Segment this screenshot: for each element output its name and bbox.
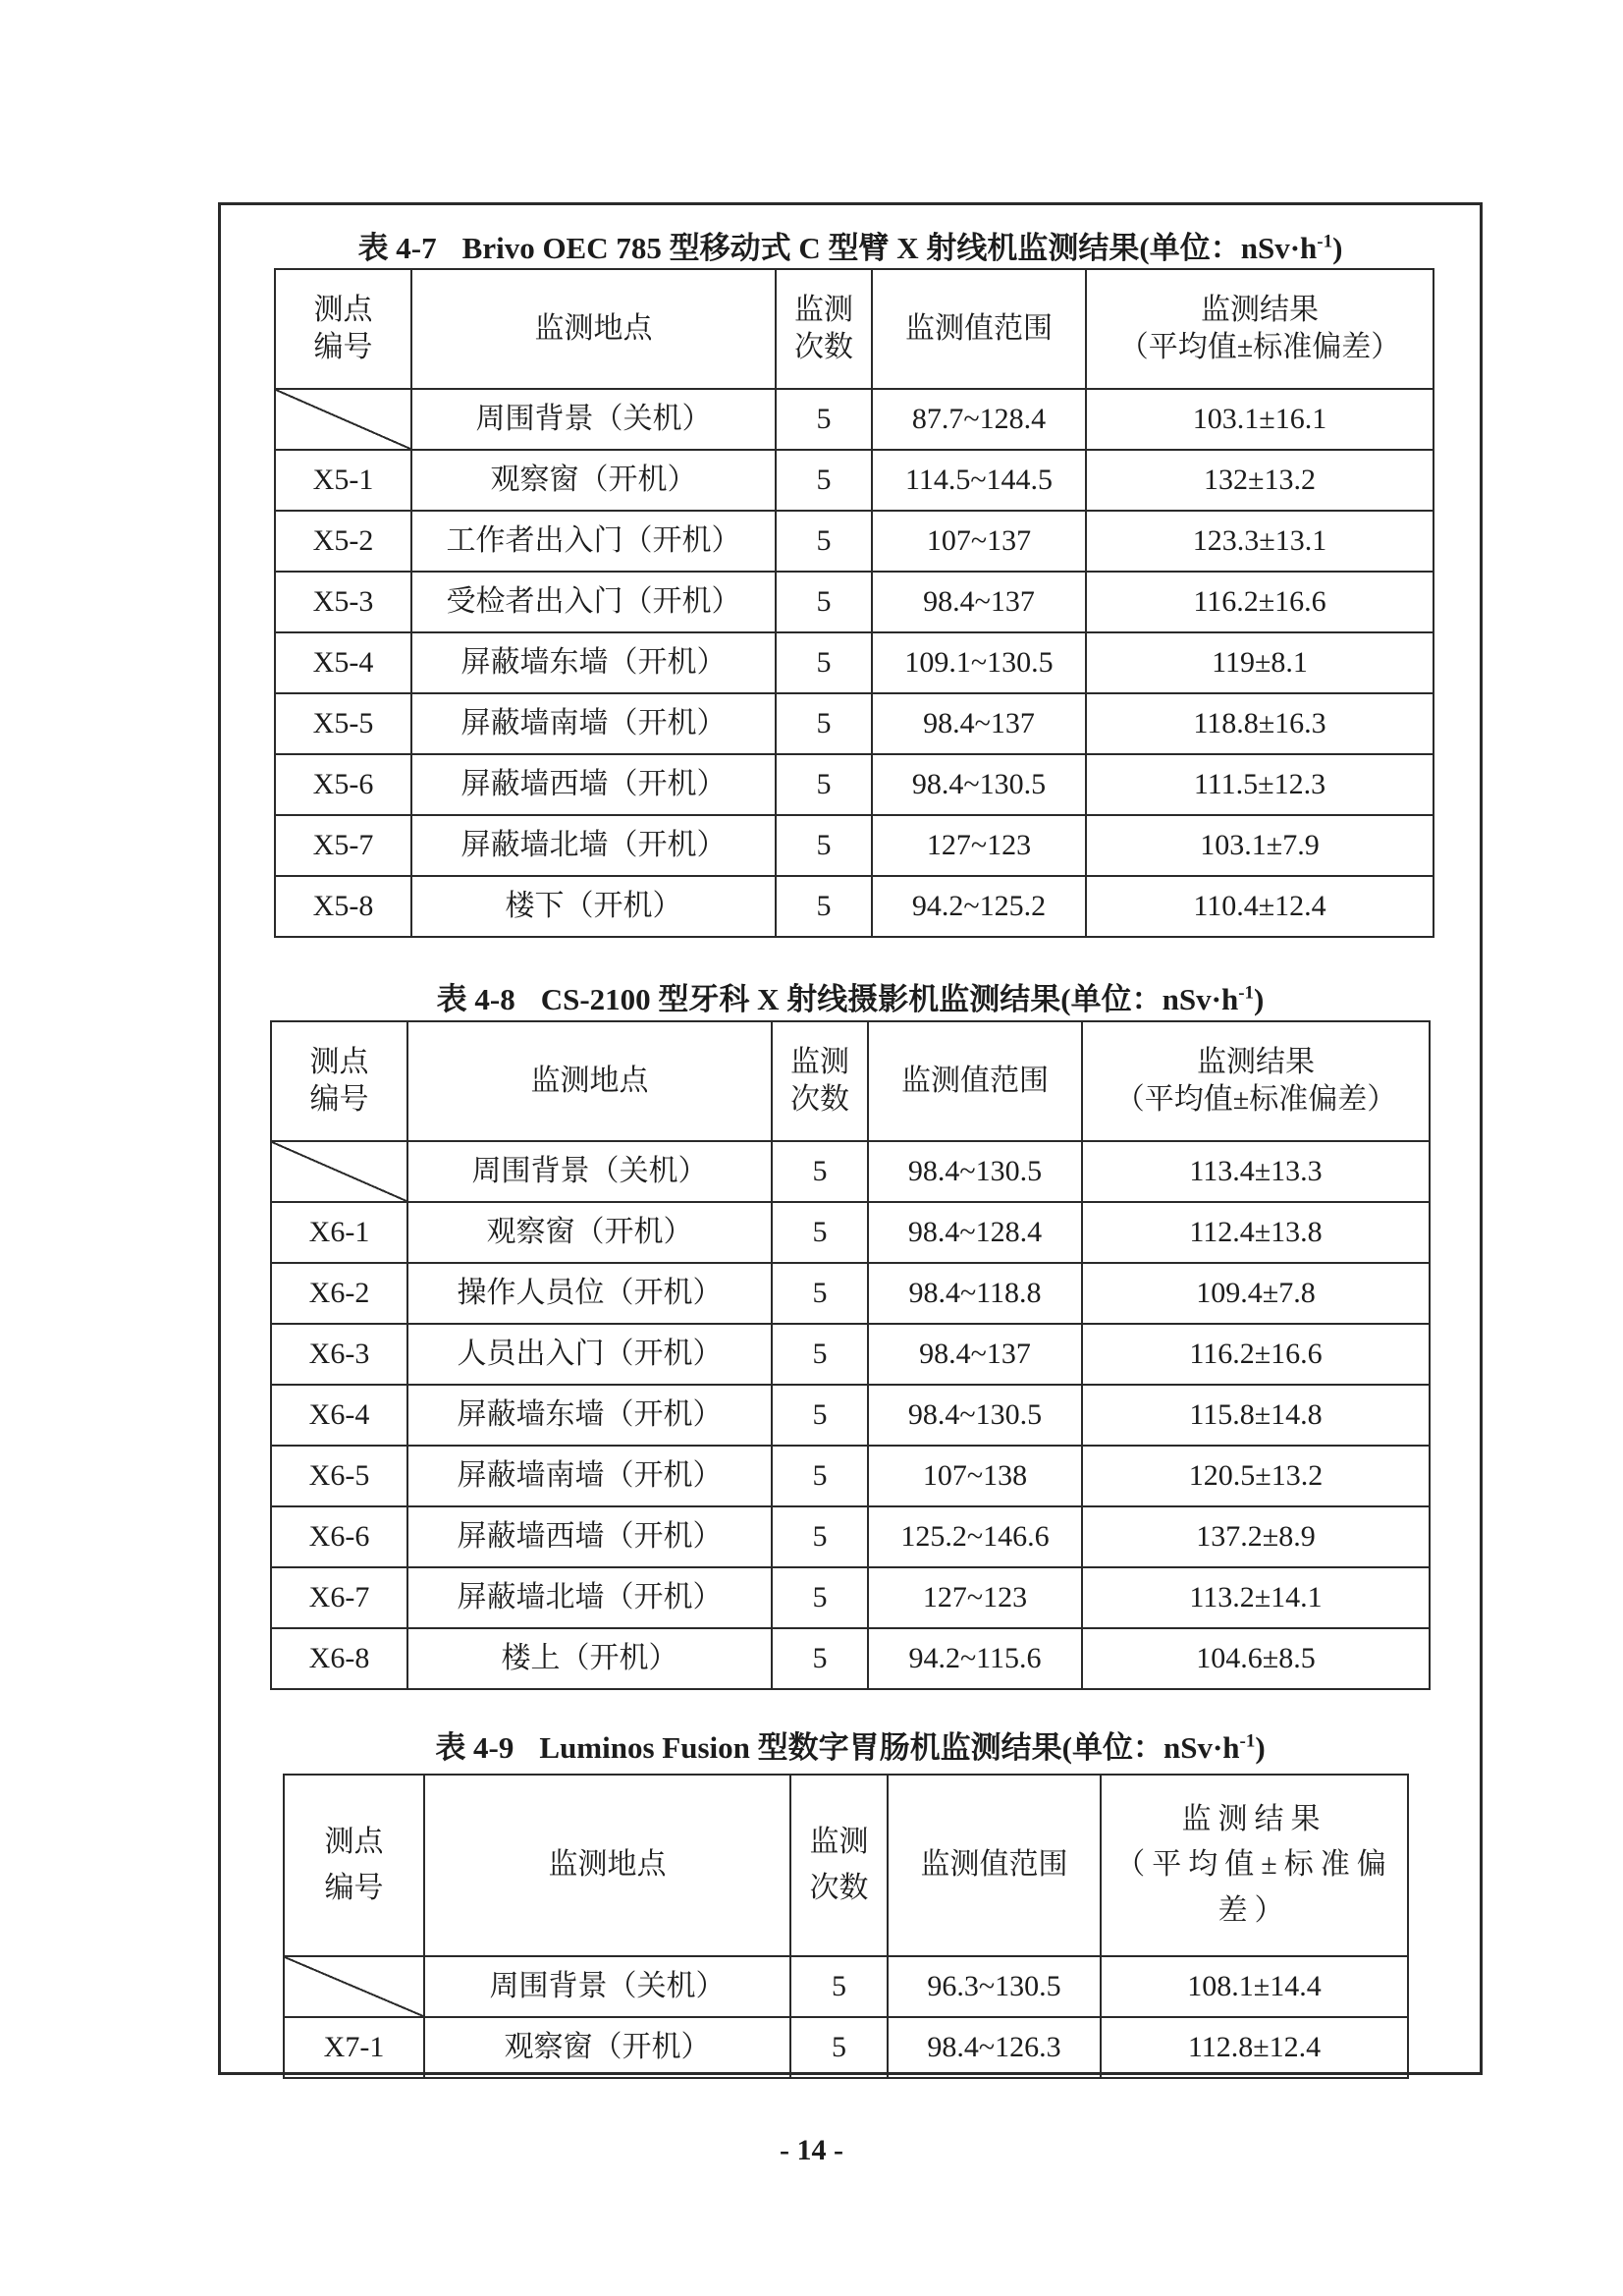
cell-location: 工作者出入门（开机） <box>411 511 776 572</box>
cell-location: 周围背景（关机） <box>424 1956 790 2017</box>
monitoring-table-4-7 <box>274 268 1434 938</box>
cell-point-id: X6-1 <box>271 1202 407 1263</box>
cell-location: 观察窗（开机） <box>424 2017 790 2078</box>
header-range: 监测值范围 <box>888 1775 1101 1956</box>
table-row <box>271 1141 1430 1202</box>
header-count: 监测 次数 <box>772 1021 868 1141</box>
caption-unit-superscript: -1 <box>1317 231 1333 252</box>
cell-result: 104.6±8.5 <box>1082 1628 1430 1689</box>
cell-location: 屏蔽墙南墙（开机） <box>407 1446 772 1506</box>
cell-result: 137.2±8.9 <box>1082 1506 1430 1567</box>
header-range: 监测值范围 <box>872 269 1086 389</box>
header-count: 监测 次数 <box>776 269 872 389</box>
cell-point-id: X5-5 <box>275 693 411 754</box>
cell-result: 112.4±13.8 <box>1082 1202 1430 1263</box>
table-row <box>271 1446 1430 1506</box>
cell-location: 屏蔽墙北墙（开机） <box>411 815 776 876</box>
cell-range: 98.4~128.4 <box>868 1202 1082 1263</box>
cell-result: 116.2±16.6 <box>1082 1324 1430 1385</box>
cell-point-id: X5-6 <box>275 754 411 815</box>
cell-point-id: X5-1 <box>275 450 411 511</box>
cell-point-id: X5-4 <box>275 632 411 693</box>
table-row <box>275 754 1434 815</box>
cell-point-id: X6-7 <box>271 1567 407 1628</box>
cell-range: 96.3~130.5 <box>888 1956 1101 2017</box>
cell-count: 5 <box>772 1567 868 1628</box>
header-point-id: 测点 编号 <box>284 1775 424 1956</box>
table-row <box>271 1628 1430 1689</box>
table-row <box>275 815 1434 876</box>
table-row <box>275 632 1434 693</box>
cell-result: 113.2±14.1 <box>1082 1567 1430 1628</box>
cell-count: 5 <box>776 754 872 815</box>
cell-count: 5 <box>772 1446 868 1506</box>
cell-result: 113.4±13.3 <box>1082 1141 1430 1202</box>
cell-range: 98.4~118.8 <box>868 1263 1082 1324</box>
header-count: 监测 次数 <box>790 1775 888 1956</box>
cell-point-id: X5-8 <box>275 876 411 937</box>
table-header-row <box>284 1775 1408 1956</box>
cell-point-id: X5-3 <box>275 572 411 632</box>
cell-result: 119±8.1 <box>1086 632 1434 693</box>
cell-range: 107~138 <box>868 1446 1082 1506</box>
cell-range: 98.4~130.5 <box>868 1141 1082 1202</box>
monitoring-table-4-8 <box>270 1020 1431 1690</box>
cell-location: 屏蔽墙东墙（开机） <box>411 632 776 693</box>
table-caption-4-7: 表 4-7 Brivo OEC 785 型移动式 C 型臂 X 射线机监测结果(单位：$nSv\cdot h^{-1}$) <box>357 231 1343 265</box>
cell-point-id: X6-4 <box>271 1385 407 1446</box>
header-point-id: 测点 编号 <box>271 1021 407 1141</box>
cell-point-id: X7-1 <box>284 2017 424 2078</box>
cell-point-id: X5-2 <box>275 511 411 572</box>
cell-result: 123.3±13.1 <box>1086 511 1434 572</box>
header-result: 监测结果 （平均值±标准偏差） <box>1086 269 1434 389</box>
diagonal-empty-cell <box>284 1956 424 2017</box>
cell-result: 111.5±12.3 <box>1086 754 1434 815</box>
cell-count: 5 <box>776 632 872 693</box>
table-header-row <box>271 1021 1430 1141</box>
table-row <box>275 450 1434 511</box>
cell-range: 109.1~130.5 <box>872 632 1086 693</box>
cell-count: 5 <box>776 572 872 632</box>
cell-range: 125.2~146.6 <box>868 1506 1082 1567</box>
table-row <box>271 1506 1430 1567</box>
cell-location: 受检者出入门（开机） <box>411 572 776 632</box>
cell-count: 5 <box>772 1385 868 1446</box>
header-result: 监测结果 （平均值±标准偏 差） <box>1101 1775 1408 1956</box>
cell-count: 5 <box>776 511 872 572</box>
cell-count: 5 <box>772 1628 868 1689</box>
table-row <box>275 876 1434 937</box>
table-row <box>284 2017 1408 2078</box>
cell-location: 操作人员位（开机） <box>407 1263 772 1324</box>
caption-title: CS-2100 型牙科 X 射线摄影机监测结果(单位：nSv·h <box>540 982 1239 1016</box>
cell-location: 屏蔽墙西墙（开机） <box>407 1506 772 1567</box>
cell-result: 120.5±13.2 <box>1082 1446 1430 1506</box>
cell-count: 5 <box>790 2017 888 2078</box>
table-header-row <box>275 269 1434 389</box>
header-location: 监测地点 <box>407 1021 772 1141</box>
cell-result: 112.8±12.4 <box>1101 2017 1408 2078</box>
table-caption-4-9: 表 4-9 Luminos Fusion 型数字胃肠机监测结果(单位：$nSv\cdot h^{-1}$) <box>435 1730 1266 1765</box>
cell-count: 5 <box>776 450 872 511</box>
header-location: 监测地点 <box>411 269 776 389</box>
cell-range: 98.4~137 <box>872 572 1086 632</box>
cell-location: 周围背景（关机） <box>407 1141 772 1202</box>
cell-location: 周围背景（关机） <box>411 389 776 450</box>
cell-location: 楼下（开机） <box>411 876 776 937</box>
cell-count: 5 <box>776 693 872 754</box>
header-result: 监测结果 （平均值±标准偏差） <box>1082 1021 1430 1141</box>
cell-location: 屏蔽墙东墙（开机） <box>407 1385 772 1446</box>
header-location: 监测地点 <box>424 1775 790 1956</box>
cell-result: 108.1±14.4 <box>1101 1956 1408 2017</box>
cell-result: 103.1±16.1 <box>1086 389 1434 450</box>
cell-result: 132±13.2 <box>1086 450 1434 511</box>
caption-unit-superscript: -1 <box>1238 982 1255 1004</box>
table-caption-4-8: 表 4-8 CS-2100 型牙科 X 射线摄影机监测结果(单位：$nSv\cdot h^{-1}$) <box>436 982 1265 1016</box>
caption-number: 表 4-8 <box>436 982 515 1016</box>
cell-location: 屏蔽墙北墙（开机） <box>407 1567 772 1628</box>
cell-result: 118.8±16.3 <box>1086 693 1434 754</box>
table-row <box>284 1956 1408 2017</box>
cell-location: 观察窗（开机） <box>407 1202 772 1263</box>
caption-unit-superscript: -1 <box>1239 1730 1256 1752</box>
header-point-id: 测点 编号 <box>275 269 411 389</box>
table-row <box>275 572 1434 632</box>
cell-point-id: X6-3 <box>271 1324 407 1385</box>
table-row <box>271 1567 1430 1628</box>
cell-count: 5 <box>776 389 872 450</box>
cell-point-id: X6-5 <box>271 1446 407 1506</box>
caption-title: Luminos Fusion 型数字胃肠机监测结果(单位：nSv·h <box>539 1730 1240 1765</box>
table-row <box>271 1385 1430 1446</box>
cell-result: 115.8±14.8 <box>1082 1385 1430 1446</box>
table-row <box>275 693 1434 754</box>
table-row <box>271 1263 1430 1324</box>
table-row <box>275 389 1434 450</box>
table-row <box>275 511 1434 572</box>
cell-range: 98.4~126.3 <box>888 2017 1101 2078</box>
caption-number: 表 4-7 <box>357 231 437 265</box>
cell-location: 楼上（开机） <box>407 1628 772 1689</box>
cell-result: 110.4±12.4 <box>1086 876 1434 937</box>
cell-point-id: X6-6 <box>271 1506 407 1567</box>
cell-point-id: X5-7 <box>275 815 411 876</box>
caption-number: 表 4-9 <box>435 1730 514 1765</box>
cell-range: 87.7~128.4 <box>872 389 1086 450</box>
cell-result: 109.4±7.8 <box>1082 1263 1430 1324</box>
cell-count: 5 <box>776 815 872 876</box>
cell-count: 5 <box>772 1202 868 1263</box>
cell-range: 127~123 <box>868 1567 1082 1628</box>
cell-point-id: X6-8 <box>271 1628 407 1689</box>
cell-result: 103.1±7.9 <box>1086 815 1434 876</box>
cell-count: 5 <box>772 1506 868 1567</box>
cell-range: 94.2~115.6 <box>868 1628 1082 1689</box>
cell-count: 5 <box>772 1263 868 1324</box>
cell-location: 屏蔽墙南墙（开机） <box>411 693 776 754</box>
page-frame <box>218 202 1483 2075</box>
table-row <box>271 1202 1430 1263</box>
cell-range: 114.5~144.5 <box>872 450 1086 511</box>
cell-count: 5 <box>776 876 872 937</box>
cell-point-id: X6-2 <box>271 1263 407 1324</box>
cell-result: 116.2±16.6 <box>1086 572 1434 632</box>
page-number: - 14 - <box>780 2134 843 2166</box>
table-row <box>271 1324 1430 1385</box>
diagonal-empty-cell <box>271 1141 407 1202</box>
cell-range: 94.2~125.2 <box>872 876 1086 937</box>
cell-range: 107~137 <box>872 511 1086 572</box>
cell-count: 5 <box>772 1324 868 1385</box>
cell-count: 5 <box>790 1956 888 2017</box>
cell-range: 98.4~130.5 <box>872 754 1086 815</box>
cell-count: 5 <box>772 1141 868 1202</box>
cell-range: 127~123 <box>872 815 1086 876</box>
cell-range: 98.4~137 <box>868 1324 1082 1385</box>
cell-range: 98.4~130.5 <box>868 1385 1082 1446</box>
cell-location: 观察窗（开机） <box>411 450 776 511</box>
cell-location: 人员出入门（开机） <box>407 1324 772 1385</box>
caption-title: Brivo OEC 785 型移动式 C 型臂 X 射线机监测结果(单位：nSv·h <box>461 231 1318 265</box>
cell-location: 屏蔽墙西墙（开机） <box>411 754 776 815</box>
header-range: 监测值范围 <box>868 1021 1082 1141</box>
monitoring-table-4-9 <box>283 1774 1409 2079</box>
cell-range: 98.4~137 <box>872 693 1086 754</box>
diagonal-empty-cell <box>275 389 411 450</box>
